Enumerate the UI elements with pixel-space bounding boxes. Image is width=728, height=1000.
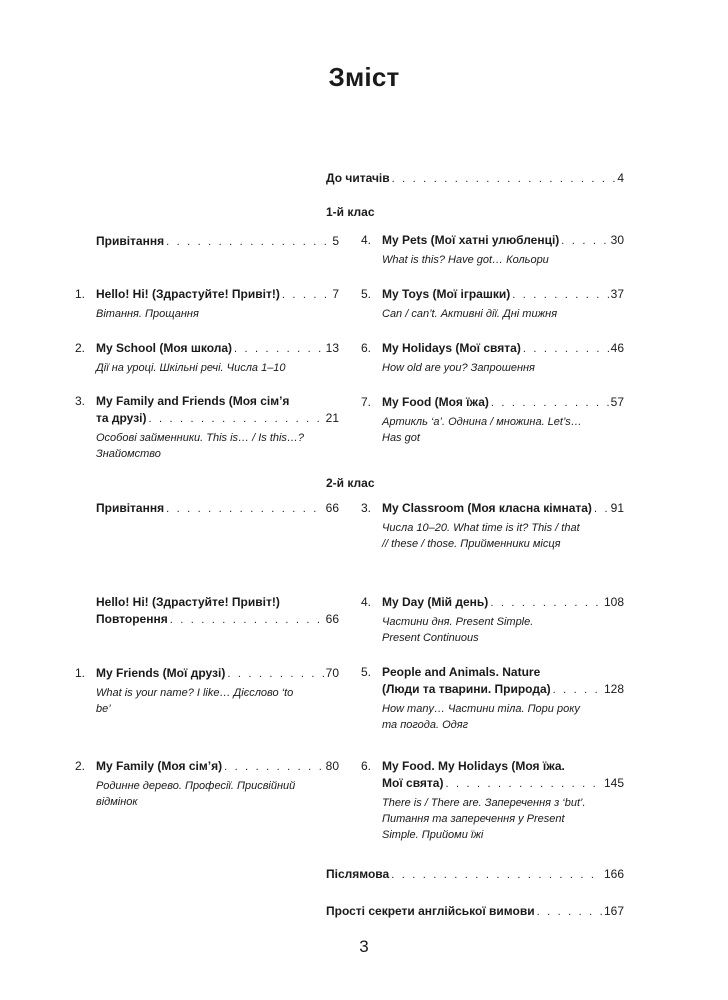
toc-entry-subtitle: Числа 10–20. What time is it? This / that // these / those. Прийменники місця bbox=[382, 522, 580, 550]
toc-entry-number: 2. bbox=[75, 341, 86, 355]
toc-entry-number: 3. bbox=[361, 501, 372, 515]
toc-entry-subtitle: How old are you? Запрошення bbox=[382, 362, 535, 374]
toc-entry-number: 5. bbox=[361, 287, 372, 301]
leader-dots bbox=[282, 287, 330, 304]
toc-entry-title: До читачів bbox=[326, 171, 390, 185]
leader-dots bbox=[392, 171, 616, 188]
toc-entry-title: My Friends (Мої друзі) bbox=[96, 666, 226, 680]
leader-dots bbox=[512, 287, 608, 304]
toc-entry[interactable] bbox=[361, 232, 624, 268]
toc-entry-page: 166 bbox=[603, 867, 624, 881]
toc-entry-page: 66 bbox=[325, 612, 339, 626]
leader-dots bbox=[148, 411, 323, 428]
toc-entry-title: My Pets (Мої хатні улюбленці) bbox=[382, 233, 560, 247]
toc-entry-title: Мої свята) bbox=[382, 776, 444, 790]
section-heading-grade2: 2-й клас bbox=[326, 476, 375, 490]
leader-dots bbox=[224, 759, 324, 776]
toc-entry-page: 37 bbox=[610, 287, 624, 301]
toc-entry-page: 167 bbox=[603, 904, 624, 918]
toc-entry-title: Привітання bbox=[96, 501, 165, 515]
toc-entry-page: 7 bbox=[332, 287, 339, 301]
toc-entry-page: 70 bbox=[325, 666, 339, 680]
toc-entry-page: 30 bbox=[610, 233, 624, 247]
toc-entry-page: 21 bbox=[325, 411, 339, 425]
page-title: Зміст bbox=[328, 62, 400, 92]
toc-entry-subtitle: Дії на уроці. Шкільні речі. Числа 1–10 bbox=[96, 362, 286, 374]
leader-dots bbox=[166, 234, 330, 251]
toc-entry-title: My Family (Моя сім’я) bbox=[96, 759, 223, 773]
toc-entry-subtitle: Особові займенники. This is… / Is this…? Знайомство bbox=[96, 432, 305, 460]
toc-entry[interactable] bbox=[96, 500, 339, 518]
toc-entry-page: 5 bbox=[332, 234, 339, 248]
leader-dots bbox=[227, 666, 323, 683]
leader-dots bbox=[391, 867, 602, 884]
toc-entry[interactable] bbox=[361, 594, 624, 646]
toc-entry-title-line1: My Food. My Holidays (Моя їжа. bbox=[382, 759, 565, 773]
leader-dots bbox=[561, 233, 608, 250]
toc-entry-title-line1: My Family and Friends (Моя сім’я bbox=[96, 394, 290, 408]
toc-entry[interactable] bbox=[75, 340, 339, 376]
toc-entry-subtitle: What is this? Have got… Кольори bbox=[382, 254, 549, 266]
toc-entry[interactable] bbox=[75, 393, 339, 462]
leader-dots bbox=[523, 341, 609, 358]
toc-entry-number: 4. bbox=[361, 233, 372, 247]
toc-entry-subtitle: Частини дня. Present Simple. Present Continuous bbox=[382, 616, 534, 644]
toc-entry-subtitle: How many… Частини тіла. Пори року та погода. Одяг bbox=[382, 703, 580, 731]
toc-entry-title-line1: People and Animals. Nature bbox=[382, 665, 541, 679]
toc-entry-subtitle: What is your name? I like… Дієслово ‘to be’ bbox=[96, 687, 294, 715]
toc-entry-subtitle: Can / can’t. Активні дії. Дні тижня bbox=[382, 308, 558, 320]
toc-entry-number: 4. bbox=[361, 595, 372, 609]
toc-entry-title: Прості секрети англійської вимови bbox=[326, 904, 535, 918]
toc-entry-title: Hello! Hi! (Здрастуйте! Привіт!) bbox=[96, 287, 280, 301]
toc-entry-page: 80 bbox=[325, 759, 339, 773]
toc-entry[interactable] bbox=[96, 233, 339, 251]
toc-entry-number: 6. bbox=[361, 759, 372, 773]
toc-entry-subtitle: Артикль ‘a’. Однина / множина. Let’s… Has got bbox=[382, 416, 582, 444]
toc-entry-title: Повторення bbox=[96, 612, 168, 626]
toc-entry-title: My Holidays (Мої свята) bbox=[382, 341, 521, 355]
leader-dots bbox=[166, 501, 324, 518]
toc-entry-page: 57 bbox=[610, 395, 624, 409]
toc-entry[interactable] bbox=[75, 758, 339, 810]
leader-dots bbox=[170, 612, 324, 629]
toc-entry[interactable] bbox=[361, 286, 624, 322]
toc-entry-subtitle: Вітання. Прощання bbox=[96, 308, 199, 320]
section-heading-grade1: 1-й клас bbox=[326, 205, 375, 219]
toc-entry-number: 5. bbox=[361, 665, 372, 679]
toc-entry-title: My Toys (Мої іграшки) bbox=[382, 287, 511, 301]
toc-entry-page: 128 bbox=[603, 682, 624, 696]
leader-dots bbox=[537, 904, 602, 921]
page-number: 3 bbox=[359, 937, 369, 956]
toc-entry-afterword[interactable] bbox=[326, 866, 624, 884]
leader-dots bbox=[445, 776, 601, 793]
toc-entry-page: 4 bbox=[617, 171, 624, 185]
toc-entry-page: 145 bbox=[603, 776, 624, 790]
toc-entry[interactable] bbox=[75, 665, 339, 717]
toc-entry-page: 108 bbox=[603, 595, 624, 609]
leader-dots bbox=[234, 341, 324, 358]
toc-entry-pronunciation[interactable] bbox=[326, 903, 624, 921]
toc-entry-title: My School (Моя школа) bbox=[96, 341, 233, 355]
toc-entry-subtitle: Родинне дерево. Професії. Присвійний відмінок bbox=[96, 780, 296, 808]
toc-entry-page: 13 bbox=[325, 341, 339, 355]
toc-entry[interactable] bbox=[361, 664, 624, 733]
toc-entry-number: 2. bbox=[75, 759, 86, 773]
toc-entry-page: 46 bbox=[610, 341, 624, 355]
toc-entry-number: 3. bbox=[75, 394, 86, 408]
toc-entry-page: 91 bbox=[610, 501, 624, 515]
leader-dots bbox=[491, 395, 609, 412]
toc-entry-number: 6. bbox=[361, 341, 372, 355]
toc-entry-number: 7. bbox=[361, 395, 372, 409]
toc-entry[interactable] bbox=[361, 394, 624, 446]
toc-entry-page: 66 bbox=[325, 501, 339, 515]
leader-dots bbox=[490, 595, 602, 612]
toc-entry[interactable] bbox=[361, 758, 624, 843]
toc-entry-title: та друзі) bbox=[96, 411, 147, 425]
toc-entry-title: My Day (Мій день) bbox=[382, 595, 489, 609]
toc-entry-title: My Food (Моя їжа) bbox=[382, 395, 489, 409]
toc-entry-title: Післямова bbox=[326, 867, 390, 881]
toc-entry-title: Привітання bbox=[96, 234, 165, 248]
toc-entry-subtitle: There is / There are. Заперечення з ‘but’. Питання та заперечення у Present Simple. Прийоми їжі bbox=[382, 797, 586, 841]
toc-entry-number: 1. bbox=[75, 666, 86, 680]
toc-entry[interactable] bbox=[361, 500, 624, 552]
toc-entry-number: 1. bbox=[75, 287, 86, 301]
toc-entry-title: My Classroom (Моя класна кімната) bbox=[382, 501, 592, 515]
toc-entry-title: (Люди та тварини. Природа) bbox=[382, 682, 551, 696]
toc-entry[interactable] bbox=[96, 594, 339, 629]
toc-entry-readers[interactable] bbox=[326, 170, 624, 188]
toc-entry[interactable] bbox=[75, 286, 339, 322]
toc-entry[interactable] bbox=[361, 340, 624, 376]
leader-dots bbox=[553, 682, 602, 699]
leader-dots bbox=[594, 501, 609, 518]
toc-entry-title-line1: Hello! Hi! (Здрастуйте! Привіт!) bbox=[96, 595, 280, 609]
